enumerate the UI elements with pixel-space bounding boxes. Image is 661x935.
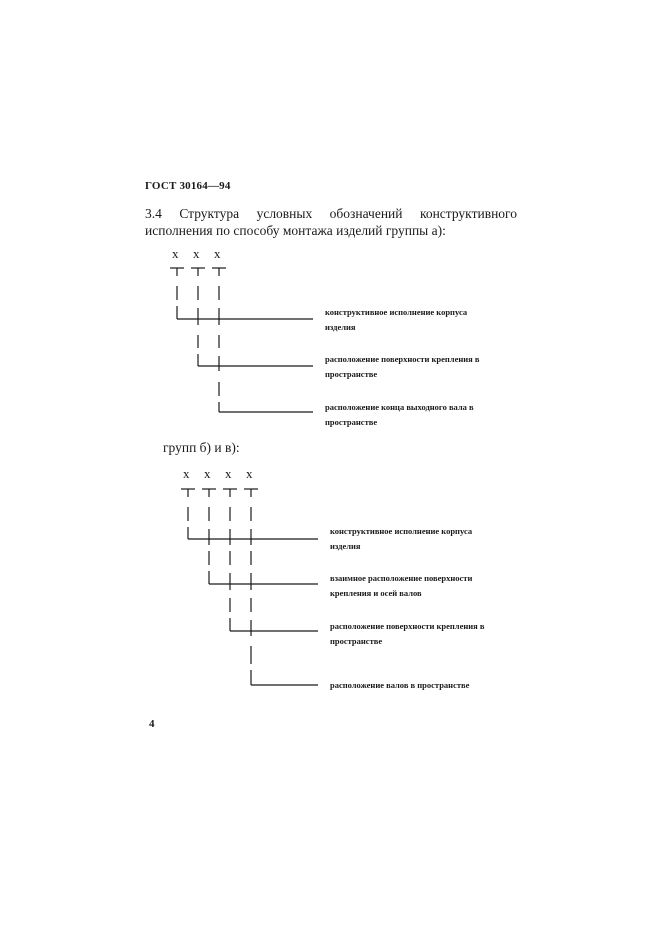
diagram-a-description-2: расположение поверхности крепления в пространстве (325, 354, 480, 379)
document-header: ГОСТ 30164—94 (145, 180, 231, 192)
groups-bv-caption: групп б) и в): (163, 440, 240, 455)
diagram-a-symbol-3: x (214, 246, 221, 261)
diagram-a-symbol-1: x (172, 246, 179, 261)
diagram-b-symbol-4: x (246, 466, 253, 481)
page-number: 4 (149, 718, 155, 730)
diagram-b-description-1: конструктивное исполнение корпуса изделия (330, 526, 473, 551)
diagram-b-symbol-2: x (204, 466, 211, 481)
diagram-b-description-2: взаимное расположение поверхности крепления и осей валов (330, 573, 473, 598)
diagram-a-description-3: расположение конца выходного вала в пространстве (325, 402, 474, 427)
diagram-a-symbol-2: x (193, 246, 200, 261)
diagram-a-description-1: конструктивное исполнение корпуса изделия (325, 307, 468, 332)
diagram-b-description-3: расположение поверхности крепления в пространстве (330, 621, 485, 646)
diagram-b-symbol-3: x (225, 466, 232, 481)
diagram-b-description-4: расположение валов в пространстве (330, 680, 470, 690)
intro-paragraph: 3.4 Структура условных обозначений конструктивного исполнения по способу монтажа изделий группы а): (145, 206, 517, 238)
diagram-b-symbol-1: x (183, 466, 190, 481)
